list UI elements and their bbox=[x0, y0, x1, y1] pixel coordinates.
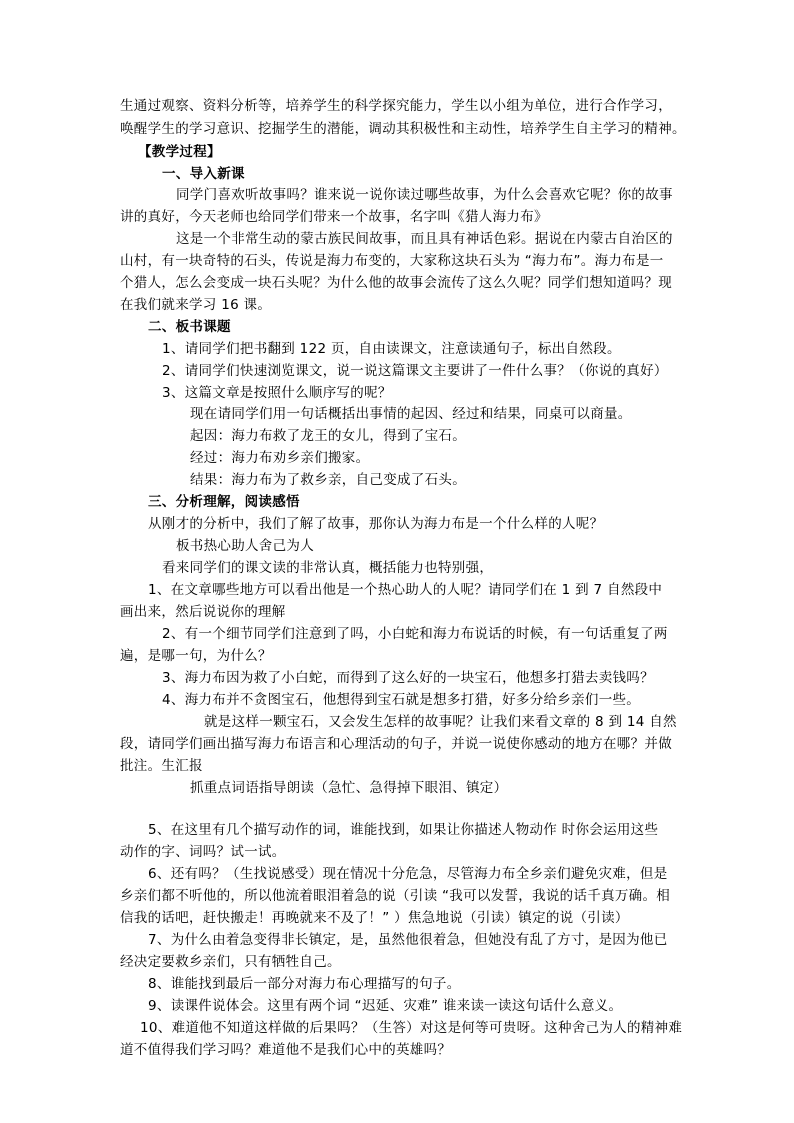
text-line: 从刚才的分析中，我们了解了故事，那你认为海力布是一个什么样的人呢？ bbox=[148, 516, 604, 532]
text-line: 经过：海力布劝乡亲们搬家。 bbox=[190, 450, 370, 466]
text-line: 看来同学们的课文读的非常认真，概括能力也特别强， bbox=[162, 560, 494, 576]
list-item: 9、读课件说体会。这里有两个词 “迟延、灾难” 谁来读一读这句话什么意义。 bbox=[148, 998, 623, 1014]
text-line: 这是一个非常生动的蒙古族民间故事，而且具有神话色彩。据说在内蒙古自治区的 bbox=[176, 231, 673, 247]
text-line: 信我的话吧，赶快搬走！再晚就来不及了！” ）焦急地说（引读）镇定的说（引读） bbox=[120, 910, 629, 926]
text-line: 乡亲们都不听他的，所以他流着眼泪着急的说（引读 “我可以发誓，我说的话千真万确。相 bbox=[120, 888, 671, 904]
section-heading: 二、板书课题 bbox=[148, 319, 231, 335]
list-item: 1、请同学们把书翻到 122 页，自由读课文，注意读通句子，标出自然段。 bbox=[162, 341, 621, 357]
list-item: 3、海力布因为救了小白蛇，而得到了这么好的一块宝石，他想多打猎去卖钱吗？ bbox=[162, 670, 654, 686]
section-heading: 【教学过程】 bbox=[138, 144, 221, 160]
list-item: 1、在文章哪些地方可以看出他是一个热心助人的人呢？请同学们在 1 到 7 自然段中 bbox=[148, 582, 663, 598]
list-item: 6、还有吗？（生找说感受）现在情况十分危急，尽管海力布全乡亲们避免灾难，但是 bbox=[148, 866, 668, 882]
text-line: 讲的真好，今天老师也给同学们带来一个故事，名字叫《猎人海力布》 bbox=[120, 209, 548, 225]
list-item: 2、有一个细节同学们注意到了吗，小白蛇和海力布说话的时候，有一句话重复了两 bbox=[162, 626, 668, 642]
text-line: 在我们就来学习 16 课。 bbox=[120, 297, 272, 313]
text-line: 批注。生汇报 bbox=[120, 758, 203, 774]
text-line: 起因：海力布救了龙王的女儿，得到了宝石。 bbox=[190, 428, 466, 444]
text-line: 个猎人，怎么会变成一块石头呢？为什么他的故事会流传了这么久呢？同学们想知道吗？现 bbox=[120, 275, 672, 291]
text-line: 动作的字、词吗？试一试。 bbox=[120, 844, 286, 860]
text-line: 现在请同学们用一句话概括出事情的起因、经过和结果，同桌可以商量。 bbox=[190, 406, 632, 422]
text-line: 段，请同学们画出描写海力布语言和心理活动的句子，并说一说使你感动的地方在哪？并做 bbox=[120, 736, 672, 752]
text-line: 抓重点词语指导朗读（急忙、急得掉下眼泪、镇定） bbox=[190, 780, 508, 796]
section-heading: 一、导入新课 bbox=[162, 166, 245, 182]
text-line: 画出来，然后说说你的理解 bbox=[120, 604, 286, 620]
text-line: 遍，是哪一句，为什么？ bbox=[120, 648, 272, 664]
text-line: 道不值得我们学习吗？难道他不是我们心中的英雄吗？ bbox=[120, 1042, 452, 1058]
list-item: 5、在这里有几个描写动作的词，谁能找到，如果让你描述人物动作 时你会运用这些 bbox=[148, 822, 659, 838]
section-heading: 三、分析理解，阅读感悟 bbox=[148, 494, 300, 510]
list-item: 2、请同学们快速浏览课文，说一说这篇课文主要讲了一件什么事？（你说的真好） bbox=[162, 363, 668, 379]
text-line: 结果：海力布为了救乡亲，自己变成了石头。 bbox=[190, 472, 466, 488]
text-line: 就是这样一颗宝石，又会发生怎样的故事呢？让我们来看文章的 8 到 14 自然 bbox=[204, 714, 677, 730]
text-line: 板书热心助人舍己为人 bbox=[176, 538, 314, 554]
list-item: 4、海力布并不贪图宝石，他想得到宝石就是想多打猎，好多分给乡亲们一些。 bbox=[162, 692, 641, 708]
list-item: 3、这篇文章是按照什么顺序写的呢？ bbox=[162, 385, 392, 401]
text-line: 唤醒学生的学习意识、挖掘学生的潜能，调动其积极性和主动性，培养学生自主学习的精神。 bbox=[120, 121, 686, 137]
text-line: 同学门喜欢听故事吗？谁来说一说你读过哪些故事，为什么会喜欢它呢？你的故事 bbox=[176, 187, 673, 203]
text-line: 生通过观察、资料分析等，培养学生的科学探究能力，学生以小组为单位，进行合作学习， bbox=[120, 98, 672, 114]
text-line: 山村，有一块奇特的石头，传说是海力布变的，大家称这块石头为 “海力布”。海力布是一 bbox=[120, 253, 664, 269]
list-item: 8、谁能找到最后一部分对海力布心理描写的句子。 bbox=[148, 976, 461, 992]
list-item: 10、难道他不知道这样做的后果吗？（生答）对这是何等可贵呀。这种舍己为人的精神难 bbox=[140, 1020, 683, 1036]
list-item: 7、为什么由着急变得非长镇定，是，虽然他很着急，但她没有乱了方寸，是因为他已 bbox=[148, 932, 668, 948]
text-line: 经决定要救乡亲们，只有牺牲自己。 bbox=[120, 954, 341, 970]
